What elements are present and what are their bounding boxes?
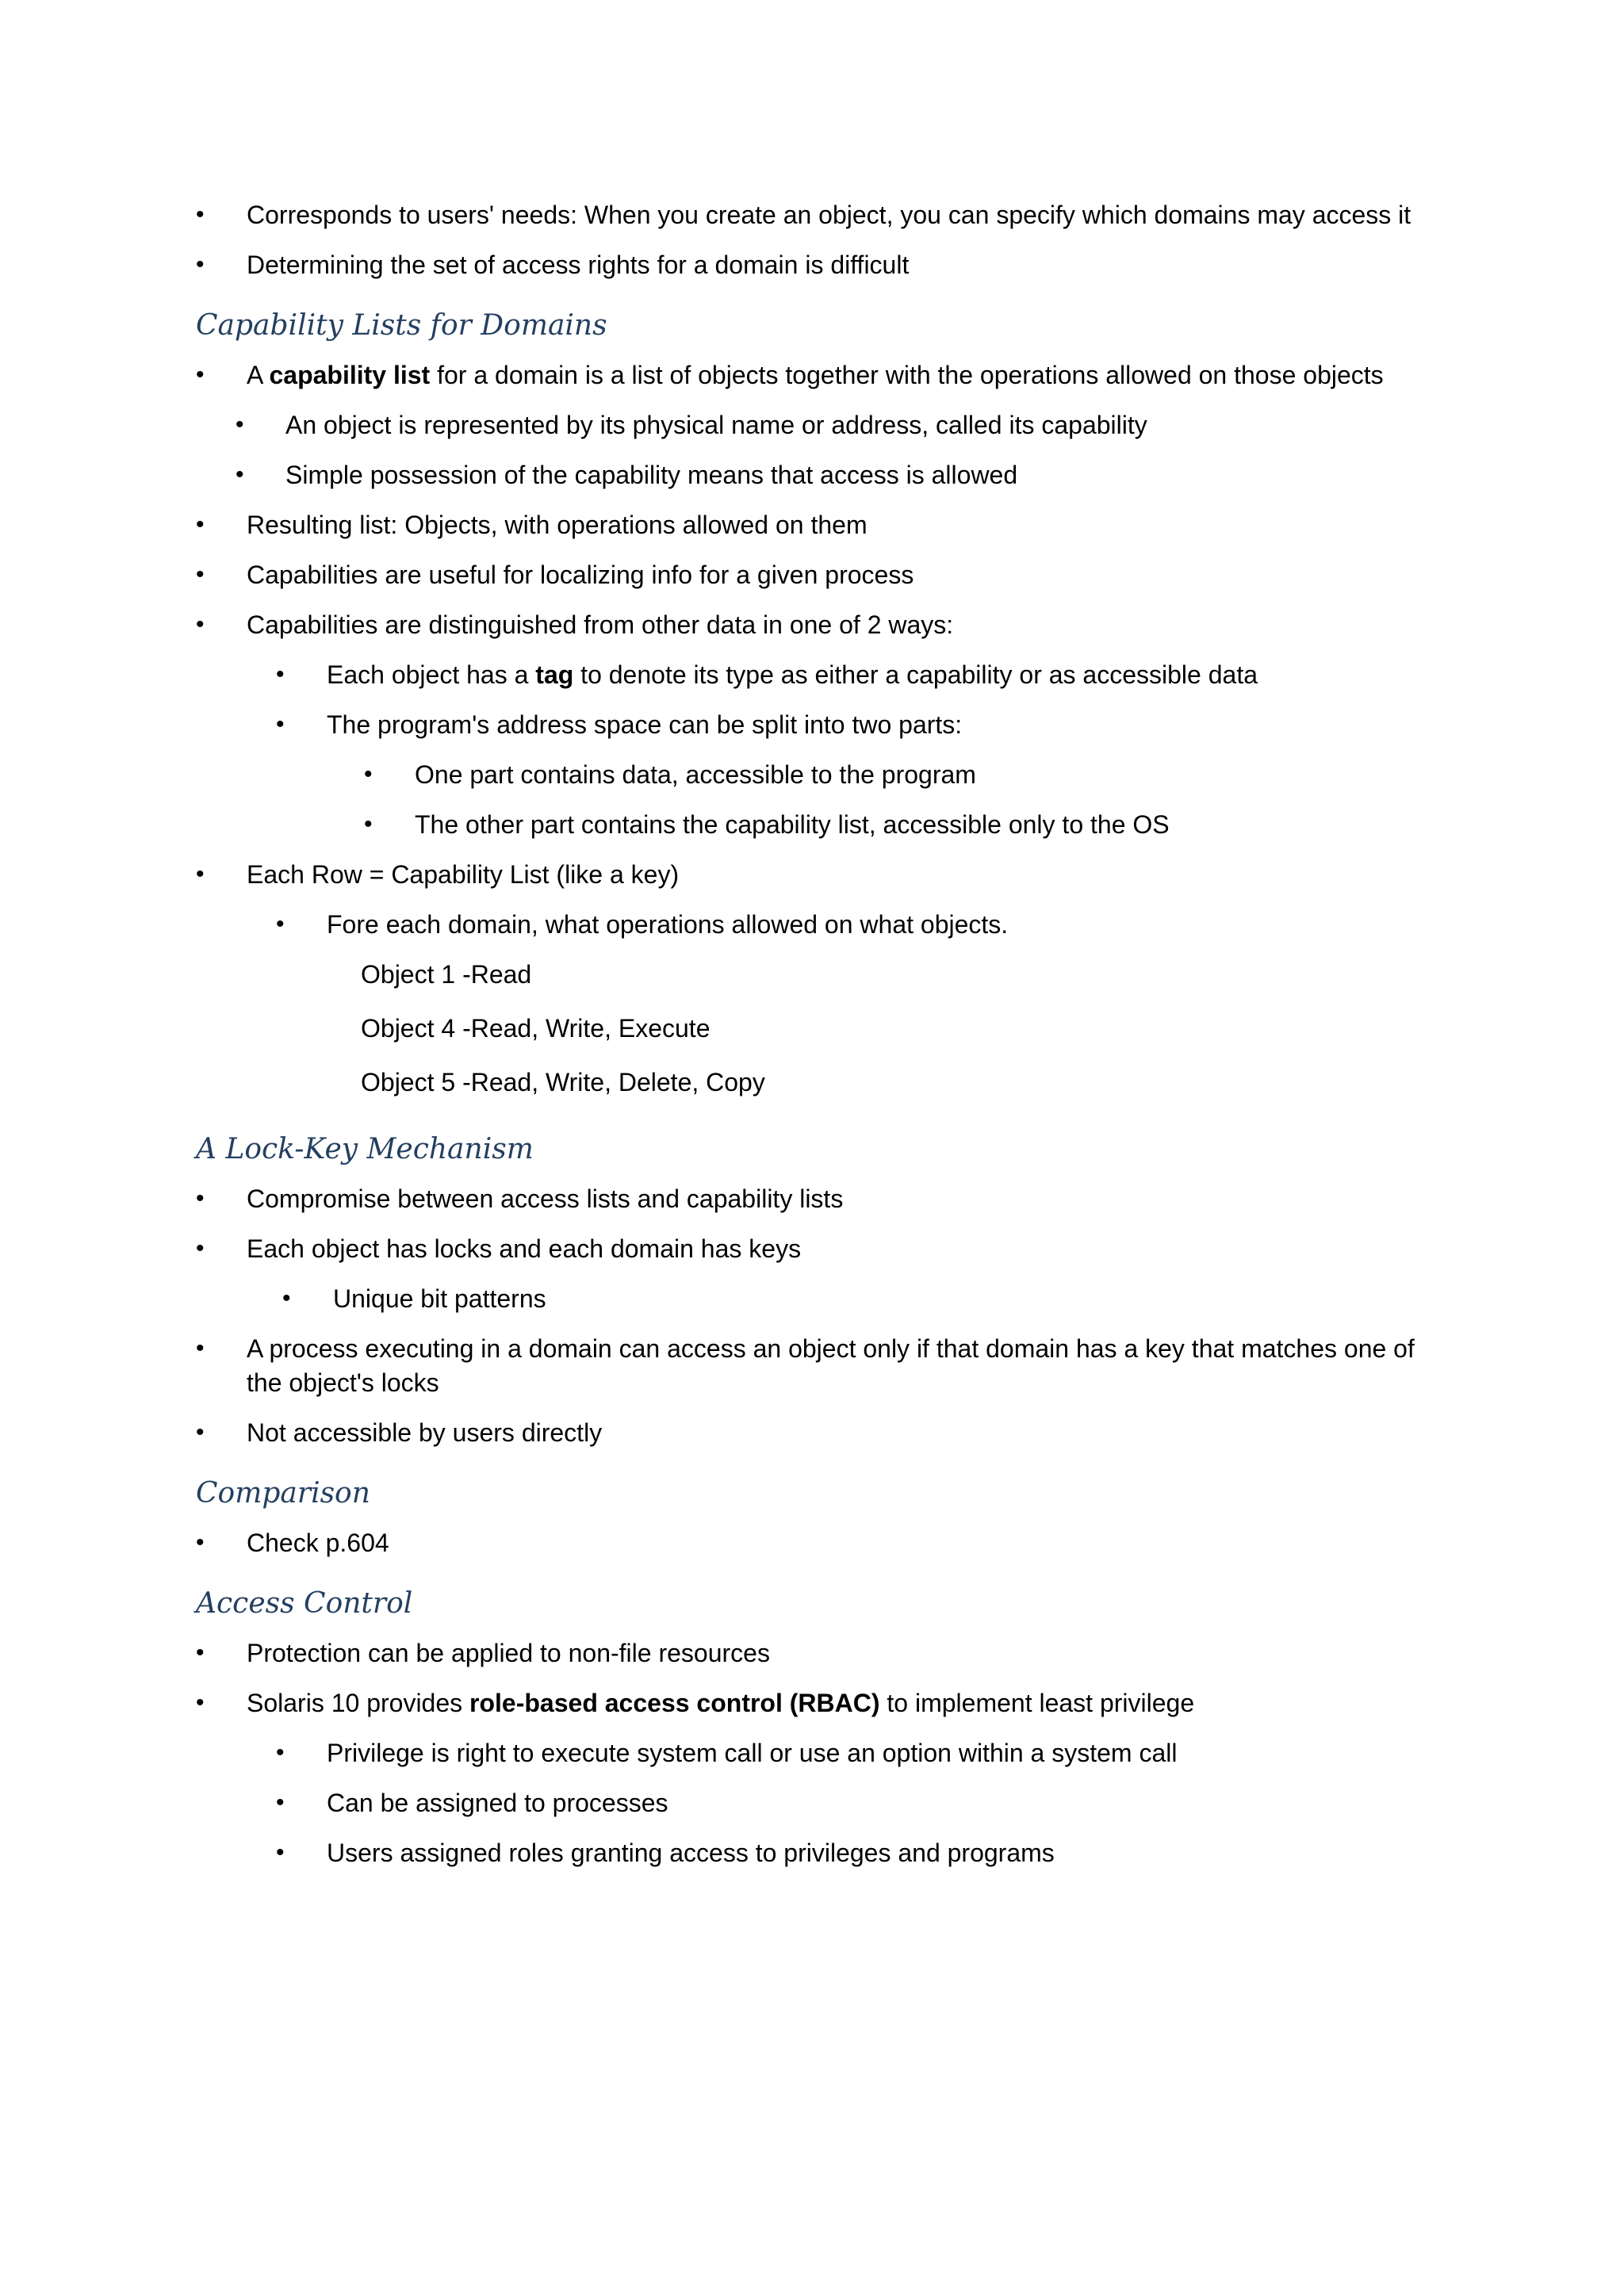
section-heading-lock-key: A Lock-Key Mechanism <box>196 1133 534 1165</box>
list-item: A process executing in a domain can access an object only if that domain has a key that matches one of <box>247 1334 1415 1363</box>
bullet-icon: • <box>196 1640 205 1666</box>
list-item: Each Row = Capability List (like a key) <box>247 860 680 889</box>
list-item: Resulting list: Objects, with operations allowed on them <box>247 511 868 539</box>
list-item: Capabilities are useful for localizing info for a given process <box>247 561 914 589</box>
bullet-icon: • <box>196 511 205 538</box>
bullet-icon: • <box>276 1839 285 1866</box>
section-heading-access-control: Access Control <box>196 1587 413 1620</box>
bullet-icon: • <box>196 251 205 277</box>
bullet-icon: • <box>196 362 205 388</box>
bullet-icon: • <box>364 811 373 837</box>
bullet-icon: • <box>276 1789 285 1816</box>
list-item: Compromise between access lists and capability lists <box>247 1184 844 1213</box>
bullet-icon: • <box>196 1419 205 1445</box>
bullet-icon: • <box>196 1335 205 1361</box>
bullet-icon: • <box>276 911 285 937</box>
list-item: The program's address space can be split into two parts: <box>327 710 963 739</box>
bullet-icon: • <box>276 1739 285 1766</box>
bullet-icon: • <box>196 561 205 587</box>
bullet-icon: • <box>364 761 373 787</box>
list-item: An object is represented by its physical name or address, called its capability <box>285 411 1147 439</box>
list-item: Protection can be applied to non-file resources <box>247 1639 770 1667</box>
object-permission-line: Object 1 -Read <box>361 960 532 989</box>
list-item: The other part contains the capability list, accessible only to the OS <box>415 810 1170 839</box>
bullet-icon: • <box>196 201 205 228</box>
list-item: Simple possession of the capability means that access is allowed <box>285 461 1018 489</box>
bold-term: tag <box>535 660 574 689</box>
section-heading-capability: Capability Lists for Domains <box>196 309 607 342</box>
list-item: Determining the set of access rights for a domain is difficult <box>247 251 910 279</box>
bullet-icon: • <box>196 861 205 887</box>
list-item: A capability list for a domain is a list of objects together with the operations allowed on those objects <box>247 361 1384 389</box>
list-item: Unique bit patterns <box>333 1284 546 1313</box>
bold-term: role-based access control (RBAC) <box>469 1689 880 1717</box>
list-item: Privilege is right to execute system call or use an option within a system call <box>327 1739 1178 1767</box>
bullet-icon: • <box>196 1529 205 1556</box>
list-item: One part contains data, accessible to the program <box>415 760 976 789</box>
bullet-icon: • <box>276 711 285 737</box>
bullet-icon: • <box>196 1235 205 1261</box>
list-item: Capabilities are distinguished from other data in one of 2 ways: <box>247 610 954 639</box>
bullet-icon: • <box>196 1689 205 1716</box>
bullet-icon: • <box>236 461 244 488</box>
list-item: Users assigned roles granting access to privileges and programs <box>327 1839 1055 1867</box>
list-item: Check p.604 <box>247 1529 389 1557</box>
bold-term: capability list <box>269 361 431 389</box>
list-item: Solaris 10 provides role-based access control (RBAC) to implement least privilege <box>247 1689 1195 1717</box>
bullet-icon: • <box>282 1285 291 1311</box>
list-item: Not accessible by users directly <box>247 1418 603 1447</box>
object-permission-line: Object 5 -Read, Write, Delete, Copy <box>361 1068 765 1096</box>
bullet-icon: • <box>236 411 244 438</box>
list-item: Can be assigned to processes <box>327 1789 668 1817</box>
list-item-continuation: the object's locks <box>247 1368 439 1397</box>
list-item: Corresponds to users' needs: When you create an object, you can specify which domains may access it <box>247 201 1411 229</box>
list-item: Each object has a tag to denote its type as either a capability or as accessible data <box>327 660 1258 689</box>
bullet-icon: • <box>196 611 205 637</box>
list-item: Fore each domain, what operations allowed on what objects. <box>327 910 1009 939</box>
list-item: Each object has locks and each domain has keys <box>247 1234 802 1263</box>
bullet-icon: • <box>276 661 285 687</box>
object-permission-line: Object 4 -Read, Write, Execute <box>361 1014 710 1043</box>
bullet-icon: • <box>196 1185 205 1211</box>
section-heading-comparison: Comparison <box>196 1477 370 1510</box>
